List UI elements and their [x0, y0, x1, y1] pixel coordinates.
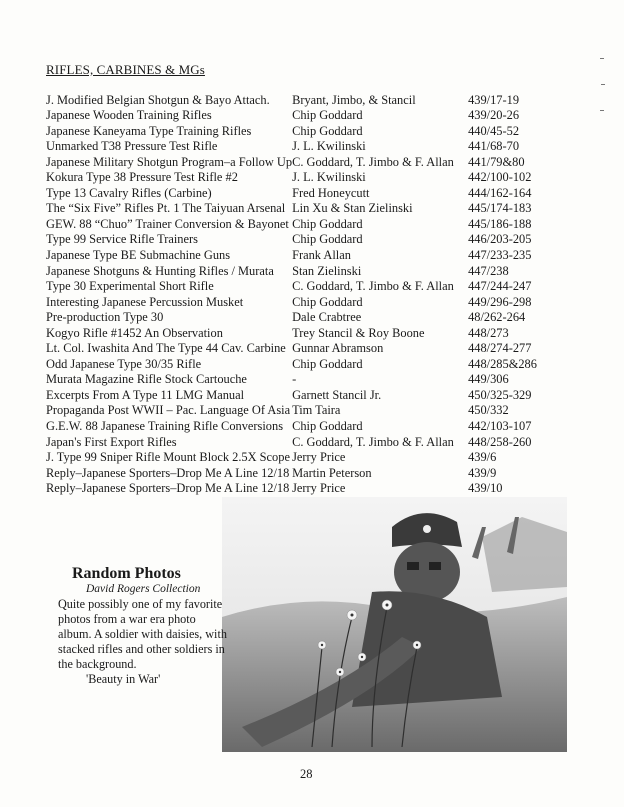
table-row	[46, 279, 548, 295]
article-title: Unmarked T38 Pressure Test Rifle	[46, 139, 218, 154]
article-title: Type 13 Cavalry Rifles (Carbine)	[46, 185, 212, 200]
article-author: Chip Goddard	[292, 294, 363, 309]
article-author: Jerry Price	[292, 481, 346, 496]
issue-page-ref: 447/233-235	[468, 248, 532, 263]
article-title: The “Six Five” Rifles Pt. 1 The Taiyuan Arsenal	[46, 201, 286, 216]
article-title: Murata Magazine Rifle Stock Cartouche	[46, 372, 247, 387]
article-author: Martin Peterson	[292, 465, 372, 480]
table-row	[46, 201, 548, 217]
table-row	[46, 465, 548, 481]
table-row	[46, 481, 548, 497]
article-title: Kogyo Rifle #1452 An Observation	[46, 325, 223, 340]
scan-mark	[600, 58, 604, 59]
article-author: Trey Stancil & Roy Boone	[292, 325, 425, 340]
issue-page-ref: 449/296-298	[468, 294, 532, 309]
issue-page-ref: 440/45-52	[468, 123, 520, 138]
table-row	[46, 263, 548, 279]
article-title: G.E.W. 88 Japanese Training Rifle Conversions	[46, 419, 284, 434]
table-row	[46, 294, 548, 310]
article-author: Chip Goddard	[292, 356, 363, 371]
issue-page-ref: 441/68-70	[468, 139, 520, 154]
article-title: Lt. Col. Iwashita And The Type 44 Cav. Carbine	[46, 341, 286, 356]
caption-credit: David Rogers Collection	[86, 583, 201, 595]
article-title: Japanese Shotguns & Hunting Rifles / Murata	[46, 263, 274, 278]
issue-page-ref: 450/332	[468, 403, 509, 418]
article-author: Frank Allan	[292, 248, 351, 263]
table-row	[46, 108, 548, 124]
table-row	[46, 403, 548, 419]
issue-page-ref: 448/274-277	[468, 341, 532, 356]
article-author: J. L. Kwilinski	[292, 170, 366, 185]
article-title: Type 99 Service Rifle Trainers	[46, 232, 198, 247]
article-title: Pre-production Type 30	[46, 310, 164, 325]
section-heading: RIFLES, CARBINES & MGs	[46, 62, 205, 77]
article-author: Tim Taira	[292, 403, 341, 418]
table-row	[46, 372, 548, 388]
article-author: Bryant, Jimbo, & Stancil	[292, 92, 416, 107]
page-number: 28	[300, 767, 313, 781]
article-author: Garnett Stancil Jr.	[292, 387, 382, 402]
caption-body: Quite possibly one of my favorite photos from a war era photo album. A soldier with daisies, with stacked rifles and other soldiers in the background.	[58, 597, 227, 671]
article-author: C. Goddard, T. Jimbo & F. Allan	[292, 154, 454, 169]
caption-title: Random Photos	[72, 565, 181, 582]
article-title: Japanese Wooden Training Rifles	[46, 108, 212, 123]
article-title: J. Modified Belgian Shotgun & Bayo Attach.	[46, 92, 270, 107]
table-row	[46, 154, 548, 170]
article-title: Reply–Japanese Sporters–Drop Me A Line 12/18	[46, 481, 290, 496]
issue-page-ref: 448/273	[468, 325, 509, 340]
issue-page-ref: 445/174-183	[468, 201, 532, 216]
issue-page-ref: 448/258-260	[468, 434, 532, 449]
table-row	[46, 356, 548, 372]
article-title: Japanese Military Shotgun Program–a Follow Up	[46, 154, 293, 169]
table-row	[46, 310, 548, 326]
table-row	[46, 325, 548, 341]
article-index-table	[46, 92, 548, 496]
article-author: Chip Goddard	[292, 123, 363, 138]
article-author: Chip Goddard	[292, 216, 363, 231]
table-row	[46, 232, 548, 248]
issue-page-ref: 445/186-188	[468, 216, 532, 231]
article-author: Jerry Price	[292, 450, 346, 465]
article-title: Japanese Kaneyama Type Training Rifles	[46, 123, 252, 138]
table-row	[46, 387, 548, 403]
issue-page-ref: 441/79&80	[468, 154, 525, 169]
article-title: Japan's First Export Rifles	[46, 434, 177, 449]
issue-page-ref: 449/306	[468, 372, 509, 387]
article-author: Chip Goddard	[292, 232, 363, 247]
issue-page-ref: 442/100-102	[468, 170, 532, 185]
issue-page-ref: 439/10	[468, 481, 503, 496]
issue-page-ref: 439/20-26	[468, 108, 520, 123]
photo-caption	[58, 566, 228, 687]
article-author: -	[292, 372, 297, 387]
issue-page-ref: 450/325-329	[468, 387, 532, 402]
issue-page-ref: 439/17-19	[468, 92, 520, 107]
article-author: Gunnar Abramson	[292, 341, 384, 356]
issue-page-ref: 447/244-247	[468, 279, 532, 294]
table-row	[46, 450, 548, 466]
article-title: Japanese Type BE Submachine Guns	[46, 248, 231, 263]
article-author: Dale Crabtree	[292, 310, 362, 325]
article-author: C. Goddard, T. Jimbo & F. Allan	[292, 279, 454, 294]
article-title: Reply–Japanese Sporters–Drop Me A Line 12/18	[46, 465, 290, 480]
soldier-with-daisies-photo	[222, 497, 567, 752]
article-author: Lin Xu & Stan Zielinski	[292, 201, 413, 216]
table-row	[46, 418, 548, 434]
issue-page-ref: 448/285&286	[468, 356, 537, 371]
table-row	[46, 92, 548, 108]
article-title: GEW. 88 “Chuo” Trainer Conversion & Bayonet	[46, 216, 289, 231]
table-row	[46, 185, 548, 201]
caption-subtitle: 'Beauty in War'	[86, 672, 161, 686]
table-row	[46, 139, 548, 155]
article-title: Kokura Type 38 Pressure Test Rifle #2	[46, 170, 238, 185]
table-row	[46, 216, 548, 232]
issue-page-ref: 439/6	[468, 450, 497, 465]
article-title: Excerpts From A Type 11 LMG Manual	[46, 387, 245, 402]
article-title: Type 30 Experimental Short Rifle	[46, 279, 214, 294]
article-author: Chip Goddard	[292, 419, 363, 434]
issue-page-ref: 446/203-205	[468, 232, 532, 247]
article-author: Chip Goddard	[292, 108, 363, 123]
table-row	[46, 170, 548, 186]
scan-mark	[600, 110, 604, 111]
article-title: Interesting Japanese Percussion Musket	[46, 294, 244, 309]
article-author: Stan Zielinski	[292, 263, 362, 278]
issue-page-ref: 439/9	[468, 465, 497, 480]
issue-page-ref: 442/103-107	[468, 419, 532, 434]
article-title: Odd Japanese Type 30/35 Rifle	[46, 356, 202, 371]
issue-page-ref: 48/262-264	[468, 310, 526, 325]
article-author: Fred Honeycutt	[292, 185, 370, 200]
article-author: C. Goddard, T. Jimbo & F. Allan	[292, 434, 454, 449]
table-row	[46, 123, 548, 139]
issue-page-ref: 447/238	[468, 263, 509, 278]
issue-page-ref: 444/162-164	[468, 185, 532, 200]
photo-illustration	[222, 497, 567, 752]
table-row	[46, 434, 548, 450]
article-title: Propaganda Post WWII – Pac. Language Of Asia	[46, 403, 291, 418]
table-row	[46, 341, 548, 357]
article-title: J. Type 99 Sniper Rifle Mount Block 2.5X Scope	[46, 450, 290, 465]
table-row	[46, 247, 548, 263]
article-author: J. L. Kwilinski	[292, 139, 366, 154]
scan-mark	[601, 84, 605, 85]
